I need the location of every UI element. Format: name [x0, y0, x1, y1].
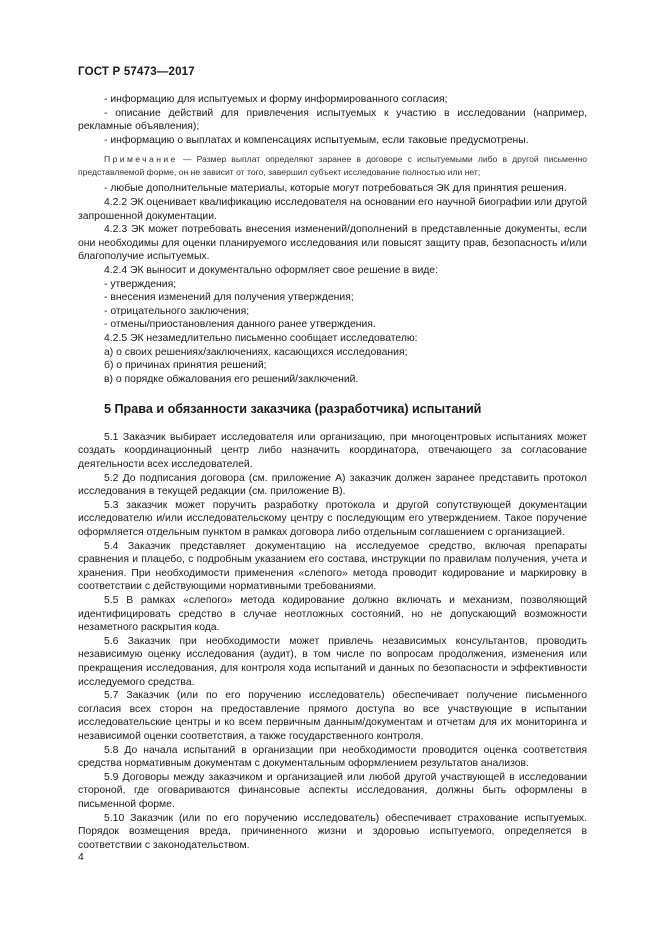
list-item: а) о своих решениях/заключениях, касающихся исследования; — [104, 346, 408, 358]
paragraph-5-1: 5.1 Заказчик выбирает исследователя или организацию, при многоцентровых испытаниях может создать координационный центр либо назначить координатора, отвечающего за согласование деятельности всех исследователей. — [78, 431, 587, 471]
paragraph-4-2-2: 4.2.2 ЭК оценивает квалификацию исследователя на основании его научной биографии или другой запрошенной документации. — [78, 196, 587, 222]
paragraph-5-5: 5.5 В рамках «слепого» метода кодирование должно включать и механизм, позволяющий идентифицировать средство в случае неотложных состояний, но не допускающий возможности незаметного раскрытия кода. — [78, 595, 587, 634]
paragraph-4-2-5: 4.2.5 ЭК незамедлительно письменно сообщает исследователю: — [104, 332, 418, 344]
paragraph-4-2-3: 4.2.3 ЭК может потребовать внесения изменений/дополнений в представленные документы, если они необходимы для оценки планируемого исследования или повысят защиту прав, безопасность и/или благополучие испытуемых. — [78, 224, 587, 263]
paragraph-5-8: 5.8 До начала испытаний в организации при необходимости проводится оценка соответствия средства нормативным документам с документальным оформлением результатов анализов. — [78, 744, 587, 770]
document-body — [78, 93, 587, 852]
paragraph-5-2: 5.2 До подписания договора (см. приложение А) заказчик должен заранее представить протокол исследования в текущей редакции (см. приложение В). — [78, 472, 587, 498]
note — [78, 153, 587, 178]
document-header: ГОСТ Р 57473—2017 — [78, 66, 195, 78]
list-item: - отрицательного заключения; — [104, 305, 250, 317]
list-item: б) о причинах принятия решений; — [104, 360, 267, 372]
paragraph-5-3: 5.3 заказчик может поручить разработку протокола и другой сопутствующей документации исследователю и/или исследовательскому центру с последующим его утверждением. Такое поручение оформляется отдельным пунктом в рамках договора либо отдельным соглашением с организацией. — [78, 499, 587, 539]
paragraph-5-7: 5.7 Заказчик (или по его поручению исследователь) обеспечивает получение письменного согласия всех сторон на предоставление прямого доступа во все участвующие в испытании исследовательские центры и ко всем первичным данным/документам и отчетам для их мониторинга и независимой оценки соответствия, а также государственного контроля. — [78, 690, 587, 742]
list-item: - отмены/приостановления данного ранее утверждения. — [104, 319, 376, 331]
paragraph-4-2-4: 4.2.4 ЭК выносит и документально оформляет свое решение в виде: — [104, 264, 438, 276]
list-item: - описание действий для привлечения испытуемых к участию в исследовании (например, рекламные объявления); — [78, 107, 587, 133]
paragraph-5-10: 5.10 Заказчик (или по его поручению исследователь) обеспечивает страхование испытуемых. Порядок возмещения вреда, причиненного жизни и здоровью испытуемого, определяется в соответствии с законодательством. — [78, 812, 587, 851]
page-number: 4 — [78, 852, 84, 863]
list-item: в) о порядке обжалования его решений/заключений. — [104, 373, 359, 385]
paragraph-5-4: 5.4 Заказчик представляет документацию на исследуемое средство, включая препараты сравнения и плацебо, с подробным указанием его состава, инструкции по правилам получения, учета и хранения. При необходимости применения «слепого» метода проводит кодирование и маркировку в соответствии с действующими нормативными требованиями. — [78, 540, 587, 593]
list-item: - информацию для испытуемых и форму информированного согласия; — [104, 94, 448, 105]
note-text: — Размер выплат определяют заранее в договоре с испытуемыми либо в другой письменно представляемой форме, он не зависит от того, завершил субъект исследование полностью или нет; — [78, 154, 588, 177]
list-item: - информацию о выплатах и компенсациях испытуемым, если таковые предусмотрены. — [104, 134, 529, 146]
list-item: - утверждения; — [104, 278, 177, 290]
list-item: - любые дополнительные материалы, которые могут потребоваться ЭК для принятия решения. — [104, 183, 567, 195]
paragraph-5-6: 5.6 Заказчик при необходимости может привлечь независимых консультантов, проводить независимую оценку исследования (аудит), в том числе по вопросам продолжения, изменения или прекращения исследования, для контроля хода испытаний и данных по безопасности и эффективности исследуемого средства. — [78, 635, 587, 688]
note-label: Примечание — [104, 154, 178, 165]
section-title: 5 Права и обязанности заказчика (разработчика) испытаний — [104, 402, 482, 417]
paragraph-5-9: 5.9 Договоры между заказчиком и организацией или любой другой участвующей в исследовании стороной, где оговариваются финансовые аспекты исследования, должны быть оформлены в письменной форме. — [78, 771, 587, 810]
list-item: - внесения изменений для получения утверждения; — [104, 292, 354, 304]
